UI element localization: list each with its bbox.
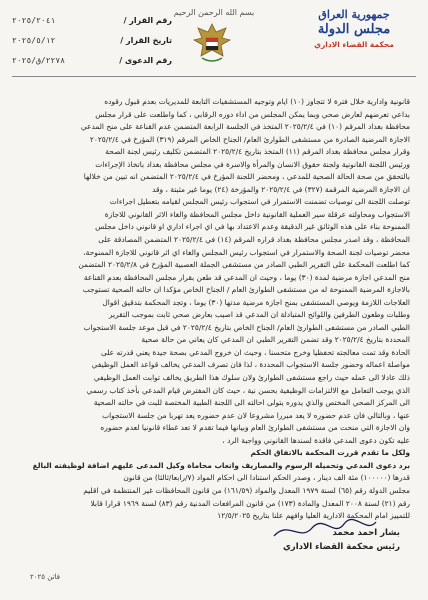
decision-number-row [12,10,172,30]
body-line: وان الاجازة التي منحت من مستشفى الطوارئ العام وبيانها فيما تقدم لا تعد غطاء قانونيا لعدم حضوره [100,423,410,433]
body-line: الحادة وقد تمت معالجته تحفظيا وخرج متحسنا ، وحيث ان خروج المدعي بصحة جيدة يعني قدرته على [100,347,410,357]
body-line: الاجازة المرضية الصادرة من مستشفى الطوارئ العام/ الجناح الخاص المرقم (٣١٩) المؤرخ في ٢٠٢٥/٢/٤ [89,134,410,144]
verdict-line: ولكل ما تقدم قررت المحكمة بالاتفاق الحكم [250,448,410,458]
body-line: كما اطلعت المحكمة على التقرير الطبي الصادر من مستشفى الجملة العصبية المؤرخ في ٢٠٢٥/٢/٨ المتضمن [78,260,410,270]
court-name: محكمة القضاء الاداري [314,40,394,49]
body-line: قانونية وادارية خلال فترة لا تتجاوز (١٠) ايام وتوجيه المستشفيات التابعة للمديريات بعدم قبول رقوده [104,97,410,106]
case-number-value: ٢٢٧٨/ق/٢٠٢٥ [12,55,65,65]
body-line: مواصلة اعماله وحضور جلسة الاستجواب المحددة ، لذا فان تصرف المدعي يخالف قواعد العمل الوظيفي [91,360,410,370]
judge-title: رئيس محكمة القضاء الاداري [283,542,400,552]
body-line: ذلك عادلا الى عمله حيث راجع مستشفى الطوارئ ولان سلوك هذا الطريق يخالف توابت العمل الوظيفي [93,373,410,383]
decision-number-value: ٢٠٢٥/٢٠٤١ [12,15,56,25]
body-line: محضر توصيات لجنة الصحة والاستمرار في استجواب رئيس المجلس والغاء اي اثر قانوني للاجازة الممنوحة، [83,247,410,257]
signature-block [250,526,400,554]
decision-date-row [12,30,172,50]
verdict-line: قدرها (١٠٠٠٠٠) مئة الف دينار ، وصدر الحكم استنادا الى احكام المواد (٧/رابعا/ثالثا) من قانون [123,473,410,483]
body-line: المحددة بتاريخ ٢٠٢٥/٢/٤ وقد تضمن التقرير الطبي ان المدعي كان يعاني من حالة صحية [141,335,410,345]
decision-body [18,96,410,523]
case-number-label: رقم الدعوى / [119,55,172,65]
body-line: محافظة بغداد المرقم (١٠) في ٢٠٢٥/٢/٤ المتخذ في الجلسة الرابعة المتضمن عدم القناعة على منح المدعي [80,122,410,132]
body-line: الذي يوجب التعامل مع الالتزامات الوظيفية بحسن نية ، حيث كان المفترض قيام المدعي بأخذ كتاب رسمي [86,385,410,395]
verdict-line: للتمييز امام المحكمة الادارية العليا وافهم علنا بتاريخ ١٢/٥/٢٠٢٥ [217,511,410,521]
body-line: ورئيس اللجنة القانونية ولجنة حقوق الانسان والمرأة والاسرة في مجلس محافظة بغداد باتخاذ الإجراءات [95,159,410,169]
decision-date-value: ٢٠٢٥/٥/١٢ [12,35,56,45]
bismillah-text: بسم الله الرحمن الرحيم [173,8,255,17]
verdict-line: رقم (٢١) لسنة ٢٠٠٨ المعدل والمادة (١٧٣) من قانون المرافعات المدنية رقم (٨٣) لسنة ١٩٦٩ قرارا قابلا [90,498,410,508]
decision-number-label: رقم القرار / [123,15,172,25]
body-line: المحافظة ، وقد اصدر مجلس محافظة بغداد قراره المرقم (١٤) في ٢٠٢٥/٢/٤ المتضمن المصادقة على [98,235,410,245]
body-line: وقرار مجلس محافظة بغداد المرقم (١١) المتخذ بتاريخ ٢٠٢٥/٢/٤ المتضمن تكليف رئيس لجنة الصحة [105,147,410,157]
body-line: بالاجازة المرضية الممنوحة له من مستشفى الطوارئ العام / الجناح الخاص مؤكدا ان حالته الصحية تستوجب [82,285,410,295]
body-line: ان الاجازة المرضية المرقمة (٣٢٧) في ٢٠٢٥/٢/٤ والمؤرخة (٢٤) يوما غير مثبتة ، وقد [152,184,410,194]
body-line: الطبي الصادر من مستشفى الطوارئ العام/ الجناح الخاص بتاريخ ٢٠٢٥/٢/٤ في قبل موعد جلسة الاستجواب [83,322,410,332]
iraq-eagle-emblem-icon [190,20,234,66]
country-name: جمهورية العراق [318,8,390,21]
judge-name: بشار احمد محمد [332,528,400,538]
header-divider [12,76,416,77]
typist-note: فاتن ٢٠٢٥ [30,573,61,581]
decision-references [12,10,172,70]
decision-date-label: تاريخ القرار / [120,35,172,45]
body-line: العلاجات اللازمة ويوصي المستشفى بمنح اجازة مرضية مدتها (٣٠) يوما ، وتجد المحكمة بتدقيق اقوال [102,297,410,307]
body-line: الاستجواب ومحاولته عرقلة سير العملية القانونية داخل مجلس المحافظة والغاء الاثر القانوني للاجازة [104,209,410,219]
body-line: بالتحقق من صحة الحالة الصحية للمدعي ، ومحضر اللجنة المؤرخ في ٢٠٢٥/٢/٤ المتضمن انه تبين من خلالها [83,172,410,182]
body-line: وطلبات وطعون الطرفين واللوائح المتبادلة ان المدعي قد اصيب بعارض صحي ثابت بموجب التقرير [108,310,410,320]
verdict-line: مجلس الدولة رقم (٦٥) لسنة ١٩٧٩ المعدل والمواد (١٦١/٥٩) من قانون المحافظات غير المنتظمة في اقليم [83,485,410,495]
council-name: مجلس الدولة [317,22,391,37]
case-number-row [12,50,172,70]
body-line: عليه تكون دعوى المدعي فاقدة لسندها القانوني وواجبة الرد ، [222,435,410,445]
body-line: عنها ، وبالتالي فان عدم حضوره لا يعد مبررا مشروعا لان عدم حضوره يعد تهربا من جلسة الاستجواب [102,410,410,420]
body-line: منح المدعي اجازة مرضية لمدة (٣٠) يوما ، وحيث ان المدعي قد طعن بقرار مجلس المحافظة بعدم القناعة [83,272,410,282]
verdict-line: برد دعوى المدعي وتحميله الرسوم والمصاريف واتعاب محاماة وكيل المدعى عليهم اضافة لوظيفته البالغ [32,460,410,470]
body-line: الممنوحة بناء على هذه الوثائق غير الدقيقة وعدم الاعتداد بها في اي اجراء اداري او قانوني داخل مجلس [95,222,410,232]
institution-header [294,8,414,50]
body-line: الى المركز الصحي المختص والذي يدوره يتولى احالته الى اللجنة الطبية المختصة للبت في حالته الصحية [93,398,410,408]
body-line: توصلت اللجنة الى توصيات تضمنت الاستمرار في استجواب رئيس المجلس لقيامه بتعطيل اجراءات [109,197,410,207]
body-line: بداعي تعرضهم لعارض صحي وبما يمكن المجلس من اداء دوره الرقابي ، كما واطلعت على قرار مجلس [95,109,410,119]
